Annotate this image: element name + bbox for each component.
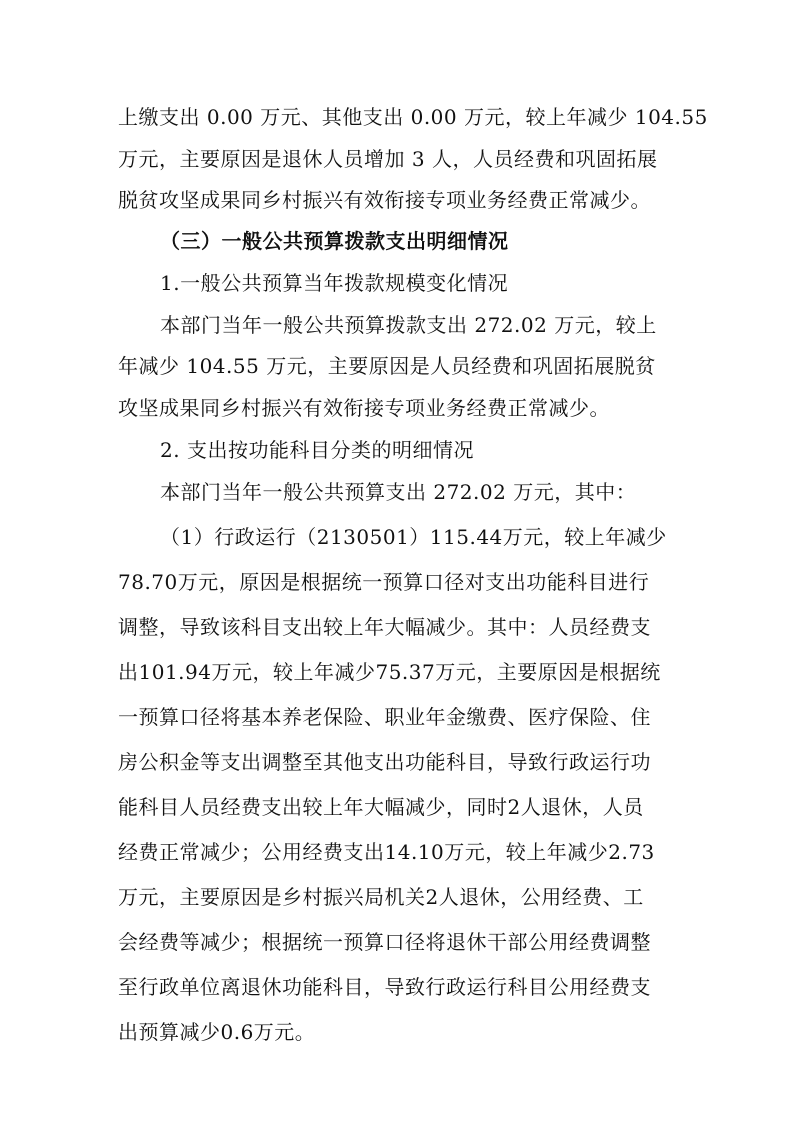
paragraph-line-15: 一预算口径将基本养老保险、职业年金缴费、医疗保险、住 [118, 705, 651, 729]
paragraph-line-20: 会经费等减少；根据统一预算口径将退休干部公用经费调整 [118, 930, 651, 954]
paragraph-line-8: 攻坚成果同乡村振兴有效衔接专项业务经费正常减少。 [118, 396, 610, 420]
subsection-heading-1: 1.一般公共预算当年拨款规模变化情况 [160, 271, 509, 295]
paragraph-line-18: 经费正常减少；公用经费支出14.10万元，较上年减少2.73 [118, 840, 655, 864]
paragraph-line-13: 调整，导致该科目支出较上年大幅减少。其中：人员经费支 [118, 615, 651, 639]
paragraph-line-16: 房公积金等支出调整至其他支出功能科目，导致行政运行功 [118, 750, 651, 774]
paragraph-line-22: 出预算减少0.6万元。 [118, 1020, 316, 1044]
paragraph-line-1: 上缴支出 0.00 万元、其他支出 0.00 万元，较上年减少 104.55 [118, 105, 708, 129]
paragraph-line-10: 本部门当年一般公共预算支出 272.02 万元，其中： [160, 480, 637, 504]
subsection-heading-2: 2. 支出按功能科目分类的明细情况 [160, 438, 474, 462]
section-heading: （三）一般公共预算拨款支出明细情况 [160, 229, 509, 253]
paragraph-line-19: 万元，主要原因是乡村振兴局机关2人退休，公用经费、工 [118, 885, 644, 909]
paragraph-line-3: 脱贫攻坚成果同乡村振兴有效衔接专项业务经费正常减少。 [118, 188, 651, 212]
paragraph-line-21: 至行政单位离退休功能科目，导致行政运行科目公用经费支 [118, 975, 651, 999]
paragraph-line-17: 能科目人员经费支出较上年大幅减少，同时2人退休，人员 [118, 795, 644, 819]
paragraph-line-2: 万元，主要原因是退休人员增加 3 人，人员经费和巩固拓展 [118, 147, 658, 171]
paragraph-line-14: 出101.94万元，较上年减少75.37万元，主要原因是根据统 [118, 660, 661, 684]
paragraph-line-7: 年减少 104.55 万元，主要原因是人员经费和巩固拓展脱贫 [118, 354, 656, 378]
paragraph-line-12: 78.70万元，原因是根据统一预算口径对支出功能科目进行 [118, 570, 650, 594]
paragraph-line-6: 本部门当年一般公共预算拨款支出 272.02 万元，较上 [160, 313, 657, 337]
paragraph-line-11: （1）行政运行（2130501）115.44万元，较上年减少 [160, 525, 667, 549]
